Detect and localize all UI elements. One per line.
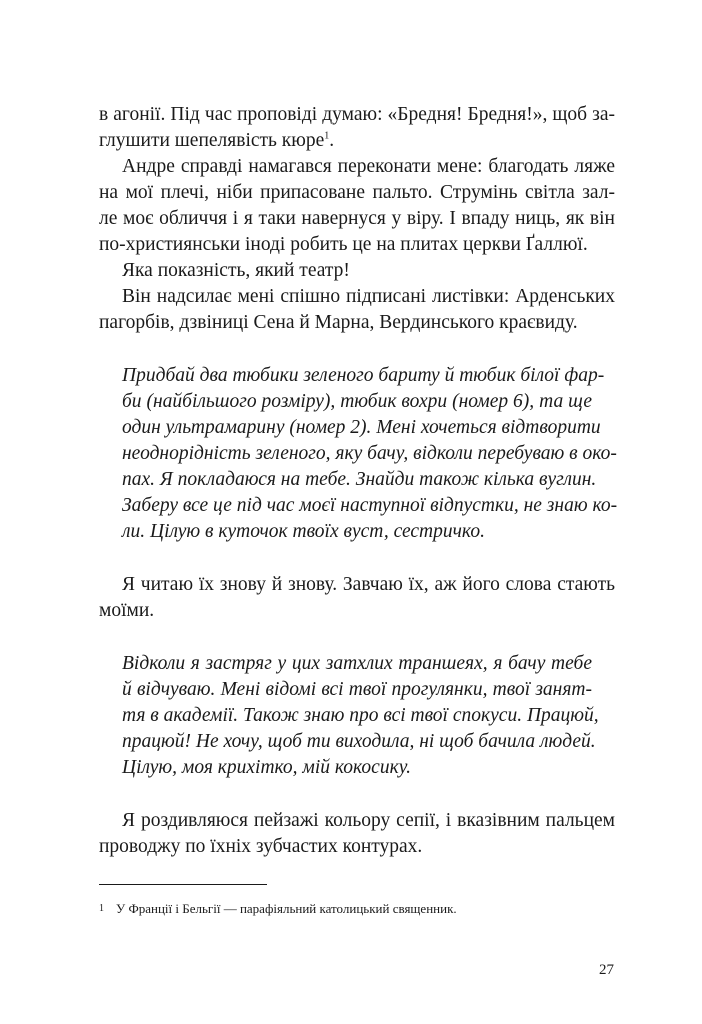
page-number: 27: [599, 962, 614, 978]
letter-line: Заберу все це під час моєї наступної відпустки, не знаю ко-: [122, 495, 618, 516]
footnote-reference: 1: [324, 130, 330, 142]
text-line: на мої плечі, ніби припасоване пальто. Струмінь світла зал-: [99, 182, 615, 203]
text-line: Яка показність, який театр!: [122, 260, 350, 281]
footnote: [99, 900, 457, 918]
text-span: .: [329, 130, 335, 151]
text-line: моїми.: [99, 600, 155, 621]
letter-line: би (найбільшого розміру), тюбик вохри (номер 6), та ще: [122, 391, 592, 412]
footnote-divider: [99, 884, 267, 885]
text-line: пагорбів, дзвіниці Сена й Марна, Вердинського краєвиду.: [99, 312, 578, 333]
letter-line: й відчуваю. Мені відомі всі твої прогулянки, твої занят-: [122, 679, 592, 700]
letter-line: один ультрамарину (номер 2). Мені хочеться відтворити: [122, 417, 601, 438]
footnote-mark: 1: [99, 903, 104, 914]
text-line: Я читаю їх знову й знову. Завчаю їх, аж його слова стають: [122, 574, 615, 595]
text-span: глушити шепелявість кюре: [99, 130, 325, 151]
text-line: в агонії. Під час проповіді думаю: «Бредня! Бредня!», щоб за-: [99, 104, 615, 125]
text-line: ле моє обличчя і я таки навернуся у віру. І впаду ниць, як він: [99, 208, 615, 229]
letter-line: ли. Цілую в куточок твоїх вуст, сестричко.: [122, 521, 485, 542]
letter-line: працюй! Не хочу, щоб ти виходила, ні щоб бачила людей.: [122, 731, 596, 752]
text-line: по-християнськи іноді робить це на плитах церкви Ґаллюї.: [99, 234, 588, 255]
text-line: [99, 128, 334, 154]
letter-line: пах. Я покладаюся на тебе. Знайди також кілька вуглин.: [122, 469, 597, 490]
text-line: Я роздивляюся пейзажі кольору сепії, і вказівним пальцем: [122, 810, 615, 831]
text-line: Він надсилає мені спішно підписані листівки: Арденських: [122, 286, 615, 307]
text-line: проводжу по їхніх зубчастих контурах.: [99, 836, 423, 857]
letter-line: Відколи я застряг у цих затхлих траншеях, я бачу тебе: [122, 653, 592, 674]
letter-line: тя в академії. Також знаю про всі твої спокуси. Працюй,: [122, 705, 599, 726]
letter-line: Придбай два тюбики зеленого бариту й тюбик білої фар-: [122, 365, 605, 386]
letter-line: Цілую, моя крихітко, мій кокосику.: [122, 757, 412, 778]
text-line: Андре справді намагався переконати мене: благодать ляже: [122, 156, 615, 177]
letter-line: неоднорідність зеленого, яку бачу, відколи перебуваю в око-: [122, 443, 617, 464]
footnote-text: У Франції і Бельгії — парафіяльний католицький священник.: [116, 901, 457, 916]
